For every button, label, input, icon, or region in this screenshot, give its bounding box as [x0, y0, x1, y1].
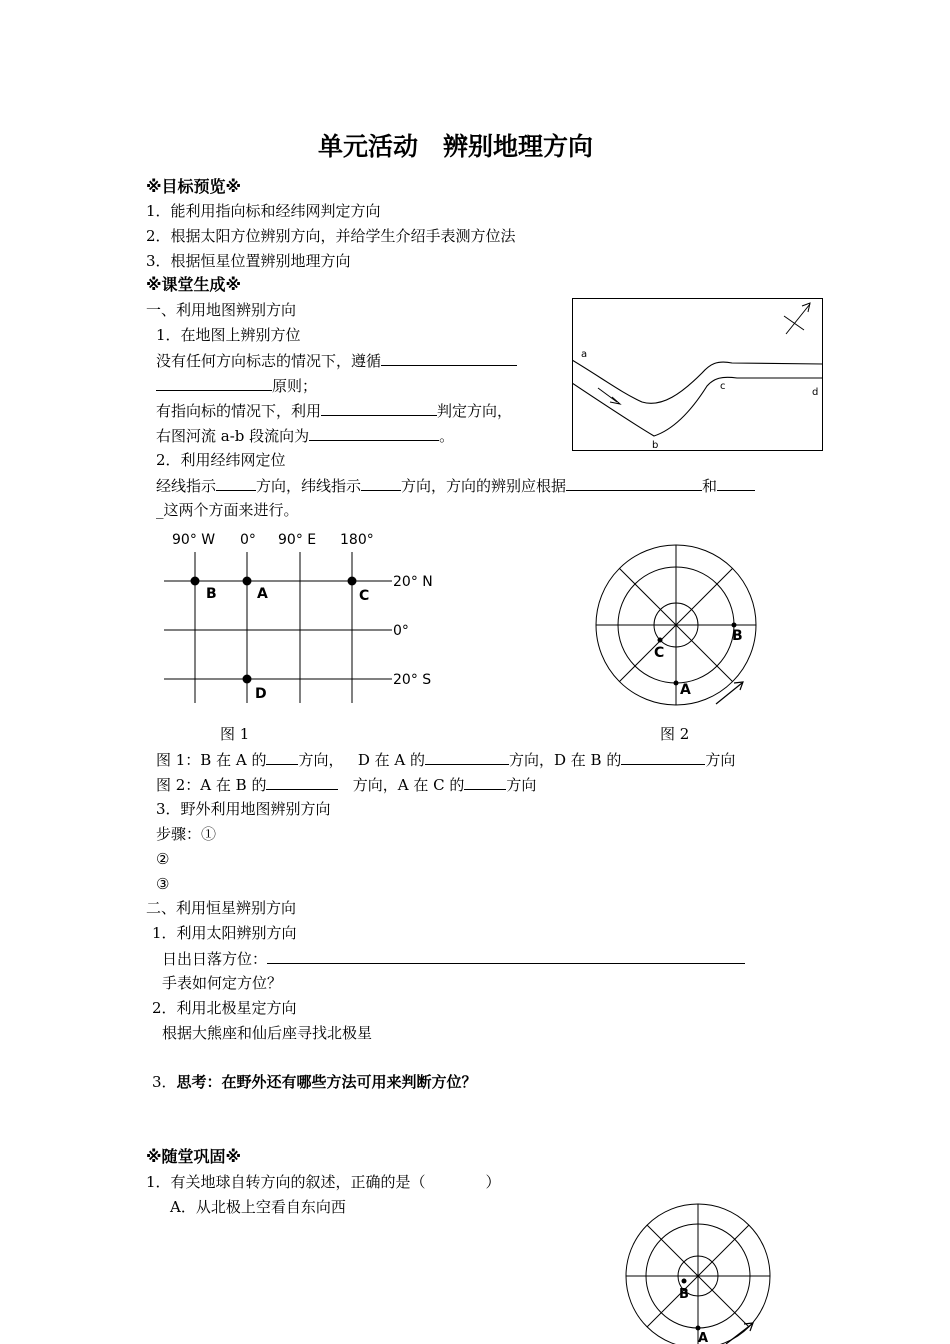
point-label-c: C [359, 588, 370, 604]
point-label-a: A [257, 586, 268, 602]
rotation-arrow-icon [716, 682, 743, 704]
text-line: ③ [156, 875, 170, 893]
lat-label-20s: 20° S [393, 672, 432, 688]
answer-blank[interactable] [266, 774, 338, 790]
polar-label-b: B [732, 628, 743, 644]
answer-option: A．从北极上空看自东向西 [170, 1198, 346, 1216]
think-question: 3．思考：在野外还有哪些方法可用来判断方位？ [152, 1073, 477, 1091]
text-line: 没有任何方向标志的情况下，遵循 [156, 350, 517, 371]
text-line: ② [156, 850, 170, 868]
river-label-a: a [581, 349, 588, 360]
lon-label-0: 0° [240, 532, 256, 548]
page-title: 单元活动 辨别地理方向 [318, 132, 594, 161]
lon-label-180: 180° [340, 532, 374, 548]
point-d [243, 675, 252, 684]
lon-label-90w: 90° W [172, 532, 216, 548]
polar2-point-a [696, 1326, 701, 1331]
rotation-arrow-icon [726, 1323, 753, 1344]
polar-view-figure-2 [624, 1198, 774, 1344]
answer-blank[interactable] [717, 475, 755, 491]
lat-lon-grid-figure [160, 528, 460, 708]
figure-caption: 图 1 [220, 725, 250, 743]
part-heading: 一、利用地图辨别方向 [146, 301, 297, 319]
goal-item: 1．能利用指向标和经纬网判定方向 [146, 202, 381, 220]
river-label-b: b [652, 440, 659, 451]
answer-blank[interactable] [309, 425, 439, 441]
answer-blank[interactable] [267, 948, 745, 964]
polar2-label-b: B [679, 1287, 689, 1302]
section-heading-goals: ※目标预览※ [146, 177, 242, 196]
text-line: 图 1：B 在 A 的 方向， D 在 A 的 方向，D 在 B 的 方向 [156, 751, 736, 769]
answer-blank[interactable] [464, 774, 506, 790]
answer-blank[interactable] [156, 375, 272, 391]
polar-view-figure [594, 540, 764, 710]
section-heading-practice: ※随堂巩固※ [146, 1147, 242, 1166]
sub-heading: 2．利用北极星定方向 [152, 999, 297, 1017]
point-c [348, 577, 357, 586]
polar-point-b [732, 623, 737, 628]
text-line: 有指向标的情况下，利用 判定方向， [156, 402, 513, 420]
answer-blank[interactable] [321, 400, 437, 416]
answer-blank[interactable] [566, 475, 702, 491]
text-line: 根据大熊座和仙后座寻找北极星 [162, 1024, 373, 1042]
text-line: 图 2：A 在 B 的 方向，A 在 C 的 方向 [156, 776, 537, 794]
point-label-d: D [255, 686, 267, 702]
answer-blank[interactable] [425, 749, 509, 765]
section-heading-class: ※课堂生成※ [146, 275, 242, 294]
answer-blank[interactable] [361, 475, 401, 491]
polar-point-a [674, 681, 679, 686]
sub-heading: 3．野外利用地图辨别方向 [156, 800, 331, 818]
river-label-c: c [720, 381, 726, 392]
lat-label-20n: 20° N [393, 574, 433, 590]
answer-blank[interactable] [266, 749, 298, 765]
text-line: 手表如何定方位？ [162, 974, 283, 992]
answer-blank[interactable] [381, 350, 517, 366]
polar-label-c: C [654, 645, 665, 661]
text-line: 步骤：① [156, 825, 217, 843]
polar2-label-a: A [698, 1331, 709, 1344]
river-label-d: d [812, 387, 819, 398]
sub-heading: 1．利用太阳辨别方向 [152, 924, 297, 942]
point-label-b: B [206, 586, 217, 602]
figure-caption: 图 2 [660, 725, 690, 743]
question: 1．有关地球自转方向的叙述，正确的是（ ） [146, 1173, 501, 1191]
lon-label-90e: 90° E [278, 532, 317, 548]
answer-blank[interactable] [621, 749, 705, 765]
goal-item: 3．根据恒星位置辨别地理方向 [146, 252, 351, 270]
river-map [572, 298, 824, 452]
polar-label-a: A [680, 682, 691, 698]
sub-heading: 2．利用经纬网定位 [156, 451, 286, 469]
sub-heading: 1．在地图上辨别方位 [156, 326, 301, 344]
part-heading: 二、利用恒星辨别方向 [146, 899, 297, 917]
answer-blank[interactable] [216, 475, 256, 491]
text-line: _这两个方面来进行。 [156, 501, 299, 519]
text-line: 日出日落方位： [162, 948, 745, 969]
polar-point-c [658, 638, 663, 643]
text-line: 经线指示 方向，纬线指示 方向，方向的辨别应根据 和 [156, 475, 755, 496]
point-b [191, 577, 200, 586]
text-line: 右图河流 a-b 段流向为 。 [156, 427, 455, 445]
goal-item: 2．根据太阳方位辨别方向，并给学生介绍手表测方位法 [146, 227, 516, 245]
text-line: 原则； [156, 375, 317, 396]
lat-label-0: 0° [393, 623, 409, 639]
point-a [243, 577, 252, 586]
polar2-point-b [682, 1279, 687, 1284]
